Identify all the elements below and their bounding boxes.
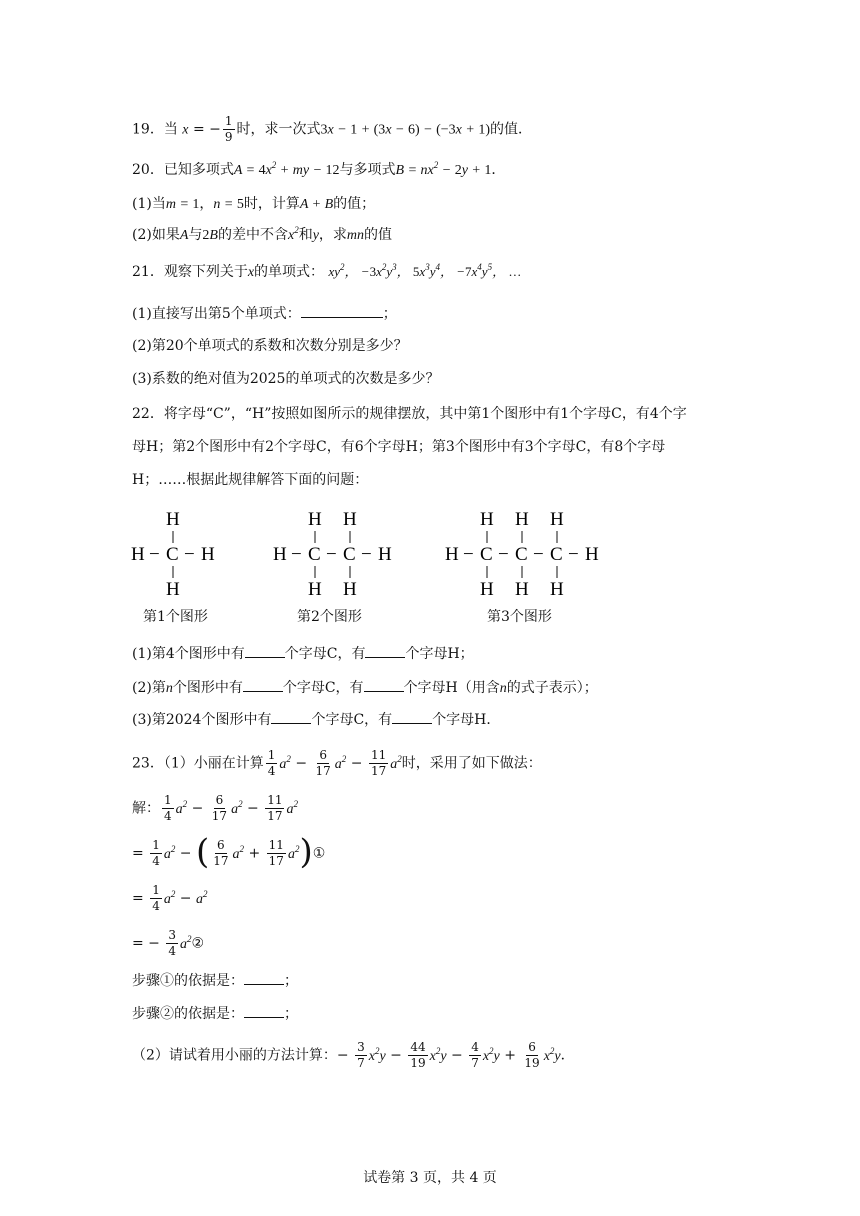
- svg-text:−: −: [361, 544, 372, 565]
- answer-blank[interactable]: [243, 677, 283, 692]
- figure-3: [445, 509, 599, 600]
- q23-basis2: 步骤②的依据是： ；: [132, 1003, 298, 1024]
- svg-text:−: −: [498, 544, 509, 565]
- svg-text:C: C: [343, 544, 356, 565]
- svg-text:H: H: [343, 509, 357, 530]
- q23-solution-line1: 解： $\frac{1}{4}$ $a^2$ − $\frac{6}{17}$ $a^2$ − $\frac{11}{17}$ $a^2$: [132, 793, 298, 823]
- svg-text:H: H: [166, 579, 180, 600]
- q21-line: 21．观察下列关于x的单项式： $xy^2$， $-3x^2y^3$， $5x^3y^4$， $-7x^4y^5$， …: [132, 262, 522, 280]
- q20-part2: (2)如果A与2B的差中不含$x^2$和y，求mn的值: [132, 225, 393, 243]
- figure-2: [273, 509, 392, 600]
- page-footer: 试卷第 3 页，共 4 页: [363, 1170, 497, 1186]
- svg-text:C: C: [480, 544, 493, 565]
- q23-line1: 23．（1）小丽在计算 $\frac{1}{4}$ $a^2$ − $\frac{6}{17}$ $a^2$ − $\frac{11}{17}$ $a^2$时，采用了如下做法：: [132, 748, 542, 778]
- answer-blank[interactable]: [244, 970, 284, 985]
- svg-text:C: C: [515, 544, 528, 565]
- svg-text:−: −: [533, 544, 544, 565]
- q20-part1: (1)当m = 1，n = 5时，计算A + B的值；: [132, 196, 376, 212]
- fraction: $\frac{1}{9}$: [224, 114, 233, 144]
- q19-line: 19．当 x = − $\frac{1}{9}$ 时，求一次式3x − 1 + (3x − 6) − (−3x + 1)的值．: [132, 114, 533, 144]
- svg-text:C: C: [166, 544, 179, 565]
- answer-blank[interactable]: [365, 643, 405, 658]
- svg-text:H: H: [445, 544, 459, 565]
- svg-text:H: H: [480, 509, 494, 530]
- svg-text:H: H: [273, 544, 287, 565]
- q22-part2: (2)第n个图形中有 个字母C，有 个字母H（用含n的式子表示）；: [132, 677, 598, 699]
- q23-solution-line2: = $\frac{1}{4}$ $a^2$ − ( $\frac{6}{17}$ $a^2$ + $\frac{11}{17}$ $a^2)①$: [132, 831, 326, 872]
- svg-text:−: −: [326, 544, 337, 565]
- q22-part1: (1)第4个图形中有 个字母C，有 个字母H；: [132, 643, 474, 664]
- svg-text:−: −: [568, 544, 579, 565]
- q22-part3: (3)第2024个图形中有 个字母C，有 个字母H．: [132, 709, 500, 730]
- figure-2-caption: 第2个图形: [297, 609, 362, 625]
- answer-blank[interactable]: [271, 709, 311, 724]
- svg-text:H: H: [343, 579, 357, 600]
- answer-blank[interactable]: [364, 677, 404, 692]
- svg-text:−: −: [149, 544, 160, 565]
- figure-3-caption: 第3个图形: [487, 609, 552, 625]
- svg-text:−: −: [291, 544, 302, 565]
- q23-basis1: 步骤①的依据是： ；: [132, 970, 298, 991]
- expression: 3x − 1 + (3x − 6) − (−3x + 1): [320, 122, 491, 138]
- q20-line: 20．已知多项式$A = 4x^2$ + my − 12与多项式$B = nx^2 - 2y + 1$．: [132, 160, 506, 178]
- q23-part2: （2）请试着用小丽的方法计算：− $\frac{3}{7}$ $x^2y$ − $\frac{44}{19}$ $x^2y$ − $\frac{4}{7}$ $x^2y$ + $\frac{6}{19}$ $x^2y$．: [132, 1040, 575, 1070]
- svg-text:H: H: [378, 544, 392, 565]
- svg-text:H: H: [515, 579, 529, 600]
- svg-text:H: H: [131, 544, 145, 565]
- molecule-figures: [0, 500, 860, 640]
- q22-line1: 22．将字母“C”，“H”按照如图所示的规律摆放，其中第1个图形中有1个字母C，有4个字: [132, 406, 687, 422]
- svg-text:H: H: [480, 579, 494, 600]
- svg-text:−: −: [463, 544, 474, 565]
- q21-part2: (2)第20个单项式的系数和次数分别是多少？: [132, 338, 408, 354]
- figure-1: [131, 509, 215, 600]
- svg-text:−: −: [184, 544, 195, 565]
- q21-part3: (3)系数的绝对值为2025的单项式的次数是多少？: [132, 371, 440, 387]
- svg-text:H: H: [515, 509, 529, 530]
- q22-line2: 母H；第2个图形中有2个字母C，有6个字母H；第3个图形中有3个字母C，有8个字母: [132, 439, 666, 455]
- svg-text:H: H: [166, 509, 180, 530]
- svg-text:H: H: [308, 579, 322, 600]
- answer-blank[interactable]: [245, 643, 285, 658]
- svg-text:H: H: [585, 544, 599, 565]
- figure-1-caption: 第1个图形: [143, 609, 208, 625]
- answer-blank[interactable]: [244, 1003, 284, 1018]
- svg-text:C: C: [308, 544, 321, 565]
- q21-part1: (1)直接写出第5个单项式： ；: [132, 303, 397, 324]
- answer-blank[interactable]: [301, 303, 383, 318]
- svg-text:H: H: [550, 579, 564, 600]
- svg-text:H: H: [201, 544, 215, 565]
- answer-blank[interactable]: [392, 709, 432, 724]
- q22-line3: H；……根据此规律解答下面的问题：: [132, 472, 369, 488]
- svg-text:H: H: [308, 509, 322, 530]
- q23-solution-line4: = − $\frac{3}{4}$ $a^2②$: [132, 928, 205, 958]
- svg-text:H: H: [550, 509, 564, 530]
- q23-solution-line3: = $\frac{1}{4}$ $a^2 - a^2$: [132, 883, 208, 913]
- svg-text:C: C: [550, 544, 563, 565]
